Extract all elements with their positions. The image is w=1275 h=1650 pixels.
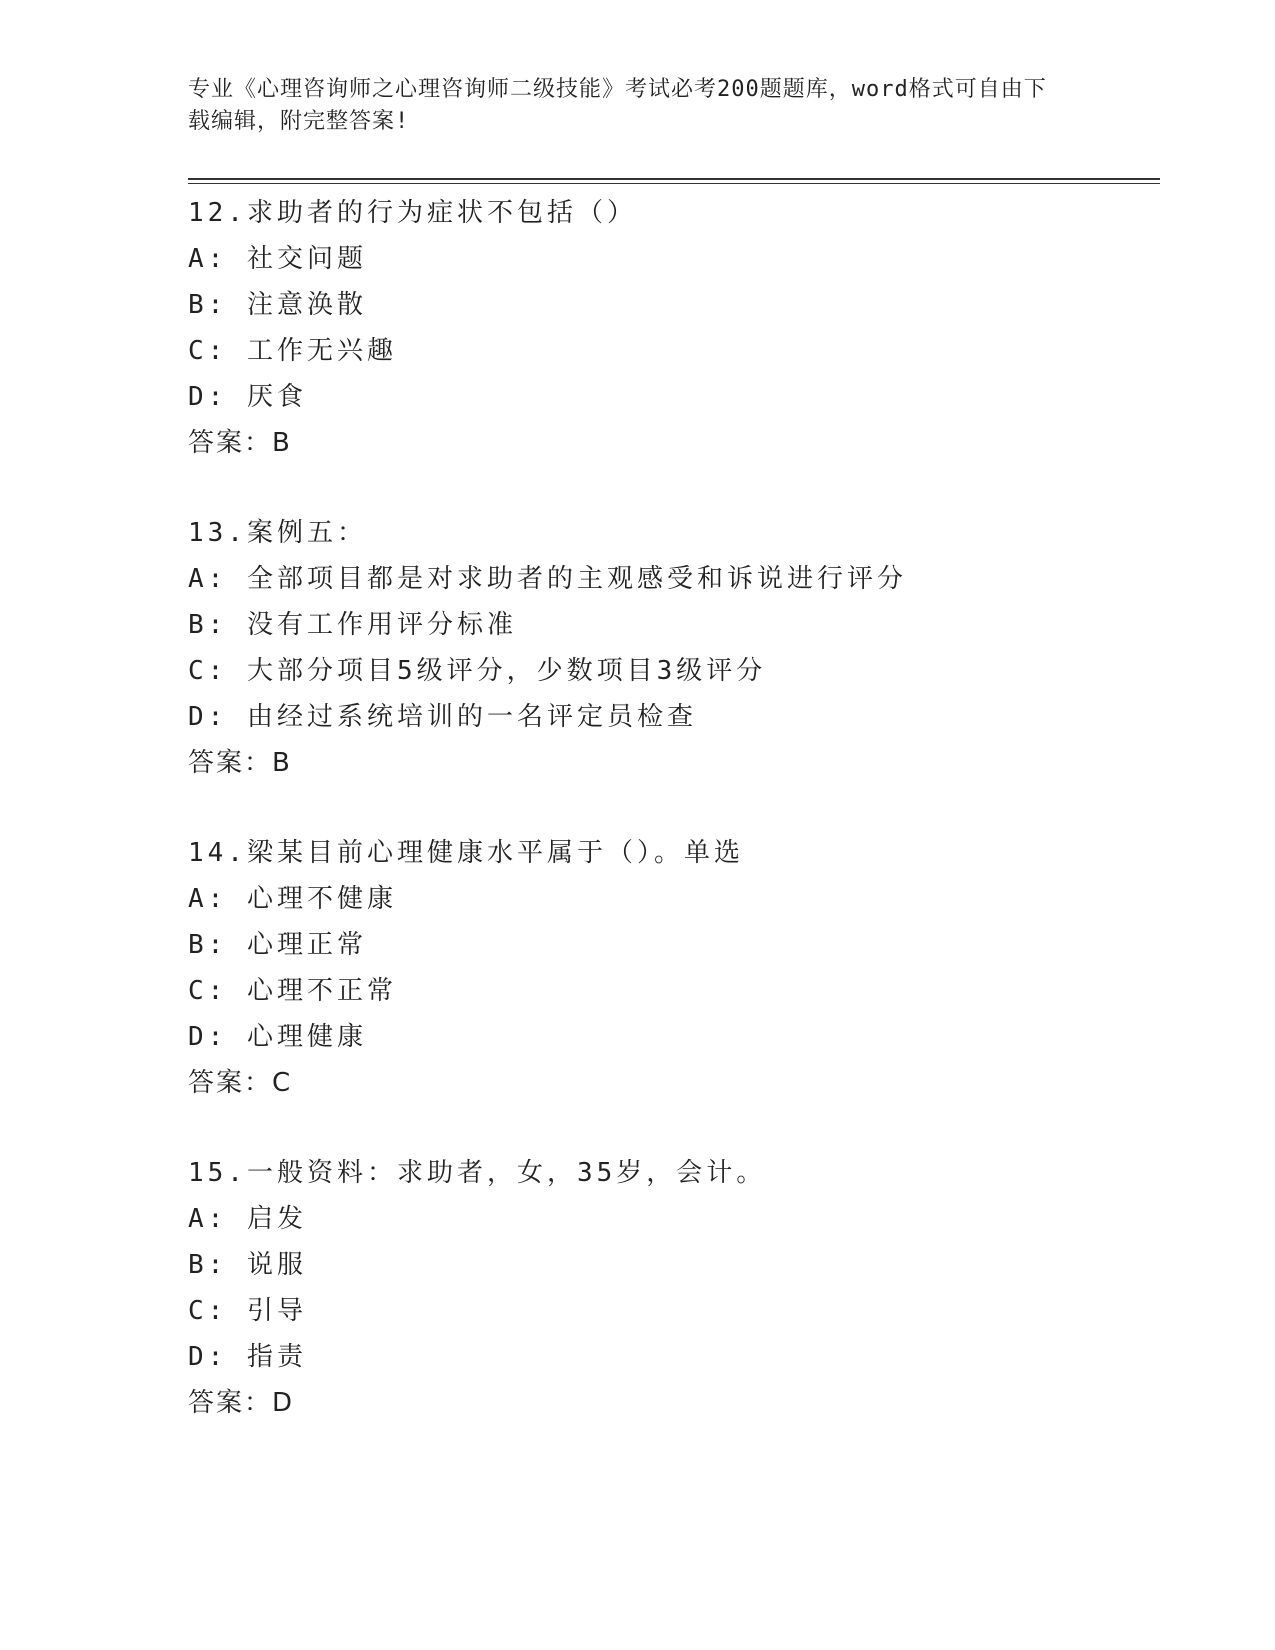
- option-c: C: 工作无兴趣: [188, 336, 397, 366]
- option-b: B: 说服: [188, 1250, 307, 1280]
- question-list: [188, 190, 1148, 1470]
- answer-line: 答案：B: [188, 428, 292, 458]
- answer-line: 答案：C: [188, 1068, 293, 1098]
- option-a: A: 社交问题: [188, 244, 367, 274]
- question-stem: 15.一般资料：求助者，女，35岁，会计。: [188, 1158, 767, 1188]
- option-c: C: 大部分项目5级评分，少数项目3级评分: [188, 656, 767, 686]
- option-d: D: 厌食: [188, 382, 307, 412]
- question-14: [188, 830, 1148, 1150]
- option-b: B: 没有工作用评分标准: [188, 610, 517, 640]
- option-d: D: 心理健康: [188, 1022, 367, 1052]
- option-d: D: 由经过系统培训的一名评定员检查: [188, 702, 697, 732]
- question-stem: 12.求助者的行为症状不包括（）: [188, 198, 637, 228]
- question-13: [188, 510, 1148, 830]
- option-c: C: 引导: [188, 1296, 307, 1326]
- option-a: A: 心理不健康: [188, 884, 397, 914]
- question-stem: 14.梁某目前心理健康水平属于（）。单选: [188, 838, 744, 868]
- question-15: [188, 1150, 1148, 1470]
- document-header: 专业《心理咨询师之心理咨询师二级技能》考试必考200题题库，word格式可自由下载编辑，附完整答案!: [188, 77, 1047, 134]
- option-b: B: 注意涣散: [188, 290, 367, 320]
- question-stem: 13.案例五：: [188, 518, 367, 548]
- answer-line: 答案：B: [188, 748, 292, 778]
- option-d: D: 指责: [188, 1342, 307, 1372]
- option-c: C: 心理不正常: [188, 976, 397, 1006]
- header-divider-thin: [188, 183, 1160, 184]
- answer-line: 答案：D: [188, 1388, 295, 1418]
- option-a: A: 启发: [188, 1204, 307, 1234]
- option-b: B: 心理正常: [188, 930, 367, 960]
- header-divider-thick: [188, 178, 1160, 180]
- question-12: [188, 190, 1148, 510]
- option-a: A: 全部项目都是对求助者的主观感受和诉说进行评分: [188, 564, 907, 594]
